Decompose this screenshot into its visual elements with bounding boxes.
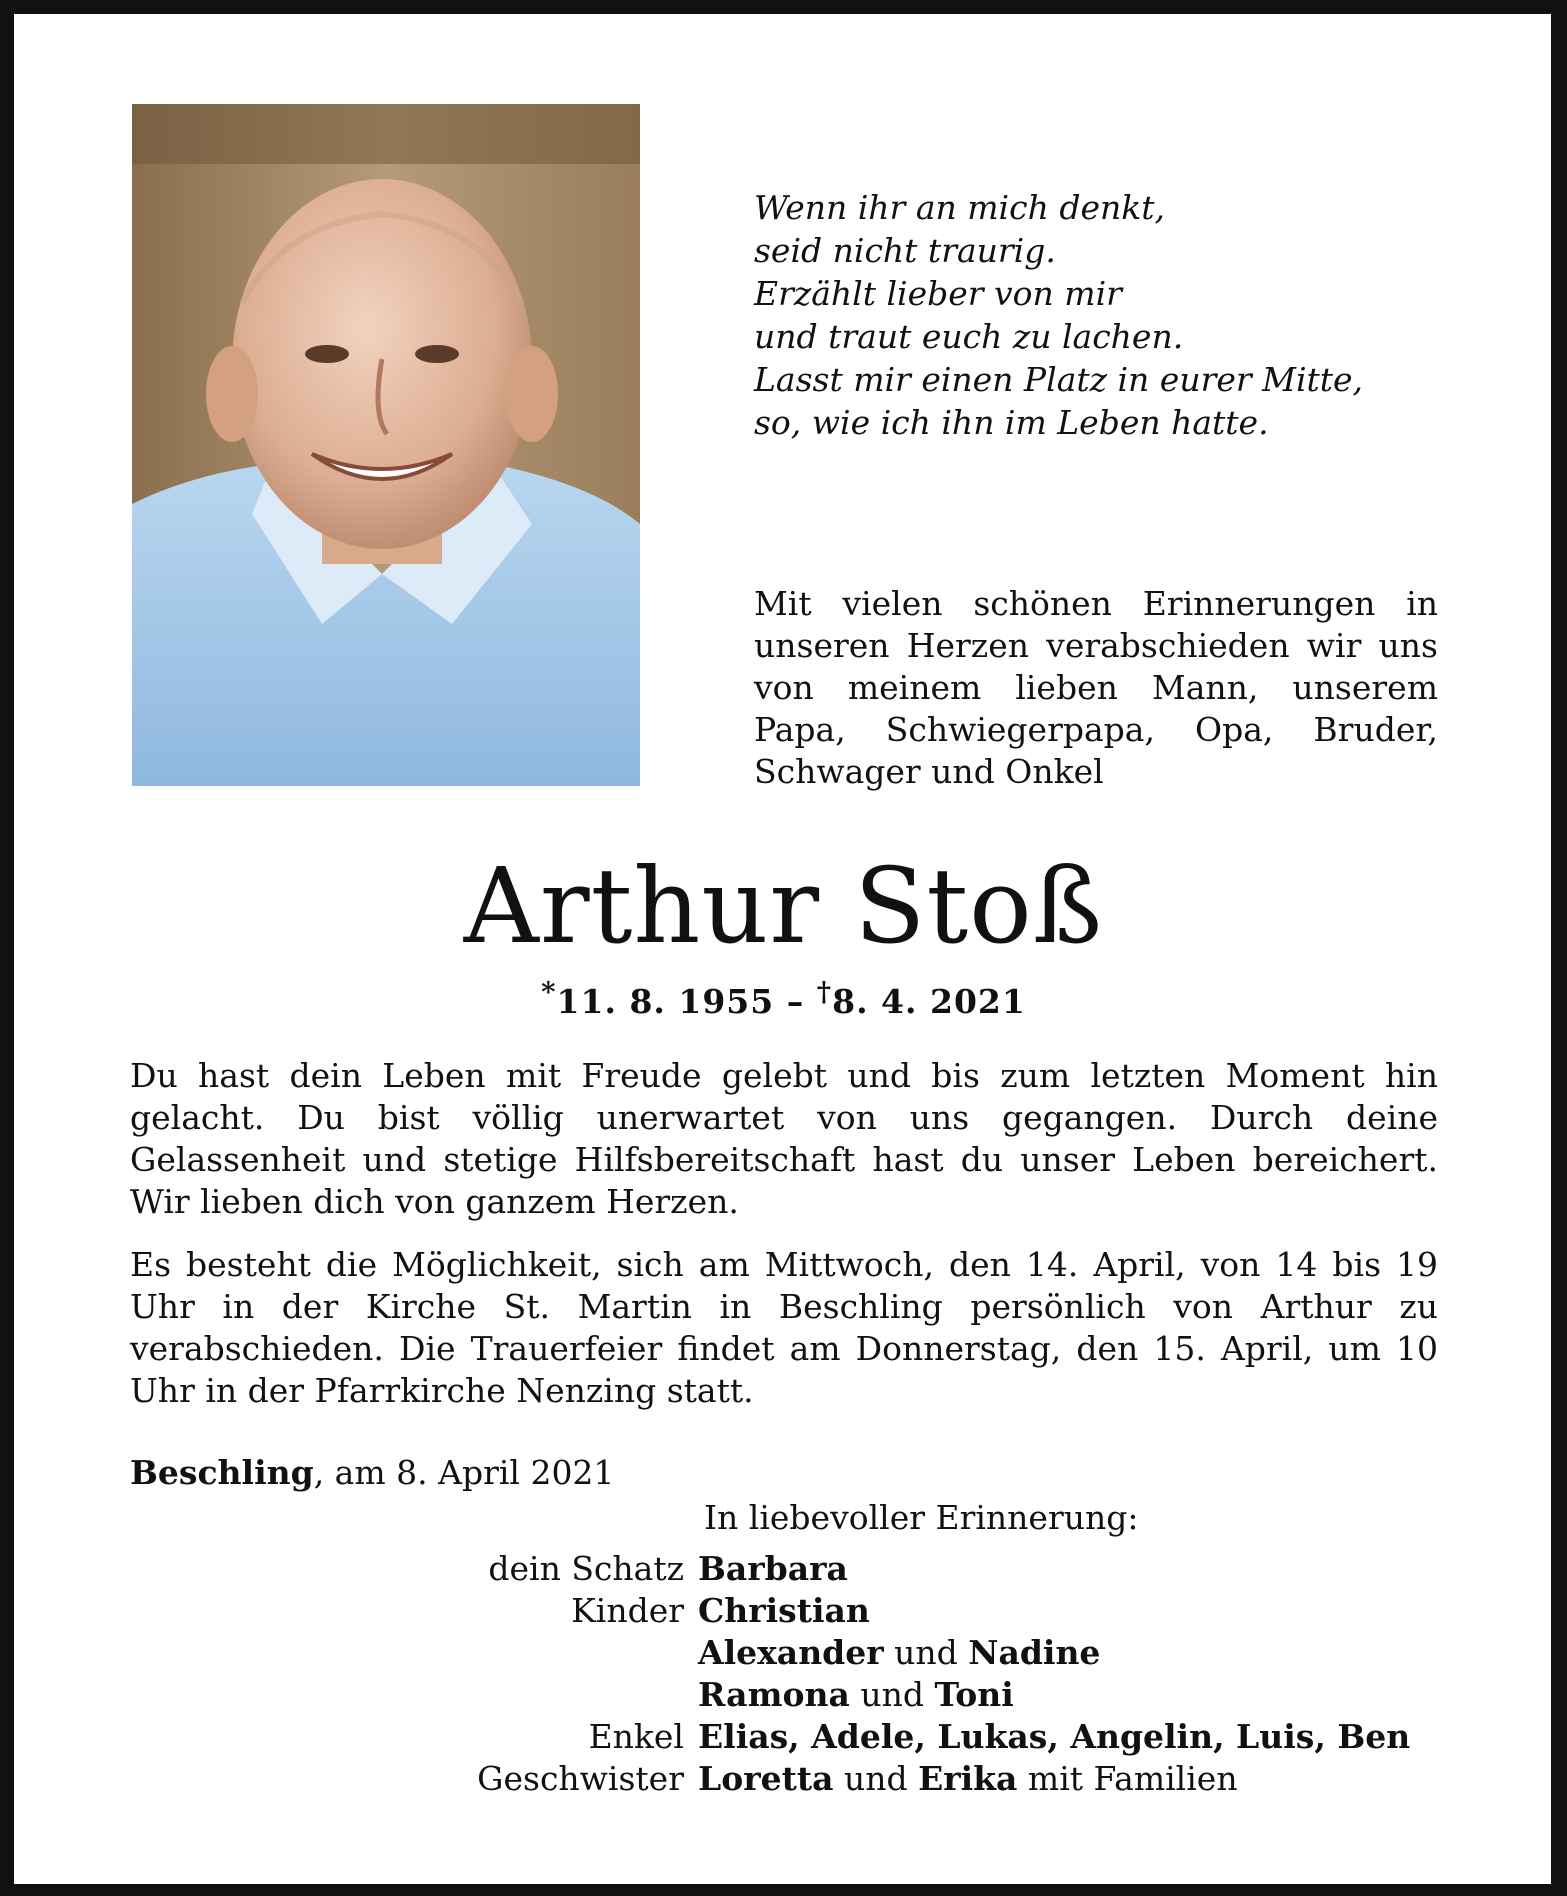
place-date-line — [130, 1452, 614, 1494]
poem-line: Lasst mir einen Platz in eurer Mitte, — [754, 360, 1364, 399]
farewell-info-paragraph: Es besteht die Möglichkeit, sich am Mittwoch, den 14. April, von 14 bis 19 Uhr in der Kirche St. Martin in Beschling persönlich von Arthur zu verabschieden. Die Trauerfeier findet am Donnerstag, den 15. April, um 10 Uhr in der Pfarrkirche Nenzing statt. — [130, 1245, 1438, 1410]
poem-line: so, wie ich ihn im Leben hatte. — [754, 403, 1269, 442]
family-role: Kinder — [571, 1591, 684, 1630]
deceased-name: Arthur Stoß — [463, 845, 1104, 967]
poem-line: und traut euch zu lachen. — [754, 317, 1184, 356]
family-name: Nadine — [968, 1633, 1101, 1672]
family-name: Christian — [698, 1591, 870, 1630]
family-suffix: mit Familien — [1017, 1759, 1238, 1798]
family-name: Elias, Adele, Lukas, Angelin, Luis, Ben — [698, 1717, 1411, 1756]
birth-symbol: * — [541, 976, 557, 1008]
memory-heading: In liebevoller Erinnerung: — [704, 1498, 1139, 1537]
family-row — [130, 1758, 1450, 1800]
family-row — [130, 1716, 1450, 1758]
family-connector: und — [849, 1675, 935, 1714]
intro-text: Mit vielen schönen Erinnerungen in unseren Herzen verabschieden wir uns von meinem lieben Mann, unserem Papa, Schwiegerpapa, Opa, Bruder, Schwager und Onkel — [754, 584, 1438, 791]
family-name: Erika — [918, 1759, 1018, 1798]
family-name: Alexander — [698, 1633, 884, 1672]
tribute-paragraph: Du hast dein Leben mit Freude gelebt und bis zum letzten Moment hin gelacht. Du bist völlig unerwartet von uns gegangen. Durch deine Gelassenheit und stetige Hilfsbereitschaft hast du unser Leben bereichert. Wir lieben dich von ganzem Herzen. — [130, 1056, 1438, 1221]
portrait-photo — [132, 104, 640, 786]
poem-line: Wenn ihr an mich denkt, — [754, 188, 1165, 227]
poem-line: seid nicht traurig. — [754, 231, 1056, 270]
family-connector: und — [833, 1759, 919, 1798]
death-symbol: † — [816, 976, 833, 1008]
place-date: , am 8. April 2021 — [313, 1453, 615, 1492]
poem-line: Erzählt lieber von mir — [754, 274, 1122, 313]
family-name: Toni — [934, 1675, 1014, 1714]
family-name: Ramona — [698, 1675, 850, 1714]
family-role-empty — [130, 1674, 696, 1716]
life-dates — [0, 970, 1567, 1024]
family-row — [130, 1632, 1450, 1674]
family-row — [130, 1548, 1450, 1590]
place-town: Beschling — [130, 1453, 314, 1492]
family-role: Enkel — [588, 1717, 684, 1756]
family-name: Barbara — [698, 1549, 848, 1588]
family-role: Geschwister — [477, 1759, 684, 1798]
death-date: 8. 4. 2021 — [832, 982, 1026, 1021]
family-row — [130, 1674, 1450, 1716]
family-name: Loretta — [698, 1759, 834, 1798]
family-list — [130, 1548, 1450, 1800]
poem — [754, 186, 1474, 444]
birth-date: 11. 8. 1955 — [556, 982, 775, 1021]
family-connector: und — [883, 1633, 969, 1672]
family-row — [130, 1590, 1450, 1632]
family-role: dein Schatz — [488, 1549, 684, 1588]
date-separator: – — [774, 982, 817, 1021]
family-role-empty — [130, 1632, 696, 1674]
